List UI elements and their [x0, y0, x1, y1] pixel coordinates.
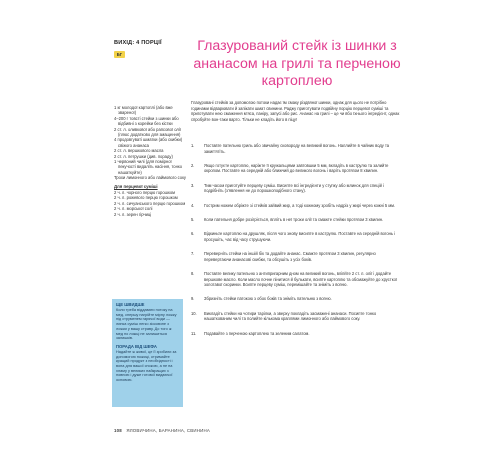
ingredient-item: 1 кг молодої картоплі (або вже звареної)	[114, 105, 173, 116]
step-text: Якщо готуєте картоплю, наріжте її кружальцями завтовшки 5 мм, вкладіть в каструлю та залийте окропом. Поставте на середній або ближчий до великого вогонь і варіть протягом 8 хвилин.	[204, 162, 389, 174]
tip-text-chef: Надайте ж живої, це її зробили за допомогою ножиці, отримайте кращий продукт з необхідності і вона для вашої спокою, а не на хламу у великих найкращих з повною і дуже готової видаючої основою.	[116, 349, 177, 383]
ingredient-item: Трохи лимонного або лаймового соку	[114, 175, 187, 181]
step-number: 11.	[191, 330, 197, 336]
spice-mix-heading: Для перцевої суміші	[114, 184, 158, 190]
step-text: Збризніть стейки патокою з обох боків та зніміть пательню з вогню.	[204, 296, 332, 302]
page-number: 108	[114, 428, 122, 433]
ingredient-item: 4 продовгуваті шматки (або скибки) свіжого ананаса	[114, 137, 183, 148]
step-number: 6.	[191, 231, 195, 237]
step-text: Поставте велику пательню з антипригарним дном на великий вогонь, вліпйте 2 ст. л. олії і додайте вершкове масло. Коли масло почне пінитися й булькати, всипте картоплю та обсмажуйте до хрусткої золотавої скоринки. Всипте перцеву суміш, перемішайте та зніміть з вогню.	[204, 270, 397, 288]
tip-text-faster: Коли треба віддавати потоку на мед, спершу нагрійте мірну ложку під струменем гарячої води — липка суміш легко зісковзне з ложки у вашу страву. До того ж мед по ложці не залишиться залишків.	[116, 308, 177, 341]
tip-title-faster: ЩЕ ШВИДШЕ	[116, 302, 145, 307]
recipe-title: Глазурований стейк із шинки з ананасом на грилі та перченою картоплею	[193, 38, 401, 89]
step-item	[191, 183, 401, 194]
ingredient-item: 4–200 г товсті стейки з шинки або відбивні з корейки без кістки	[114, 115, 179, 127]
ingredient-item: 2 ст. л. оливкової або рапсової олії (плюс додатково для змащення)	[114, 126, 181, 137]
step-item	[191, 311, 401, 322]
spice-item: 2 ч. л. рожевого перцю горошком	[114, 195, 178, 201]
ingredients-column	[114, 40, 186, 217]
step-text: Коли пательня добре розігріється, впліть в неї трохи олії та смажте стейки протягом 3 хвилин.	[204, 216, 384, 222]
step-text: Тим часом приготуйте перцеву суміш. Висипте всі інгредієнти у ступку або млинок для спецій і подрібніть (з’явлення не до порошкоподібного стану).	[204, 182, 384, 194]
step-number: 3.	[191, 182, 195, 188]
step-text: Переверніть стейки на іншій бік та додайте ананас. Смажте протягом 3 хвилин, регулярно перевертаючи ананасові скибки, та обсушіть з усіх боків.	[204, 251, 376, 262]
step-item	[191, 203, 401, 209]
spice-item: 2 ч. л. чорного перцю горошком	[114, 189, 175, 195]
step-item	[191, 231, 401, 242]
step-item	[191, 143, 401, 154]
step-text: Викладіть стейки на чотири тарілки, а зверху покладіть засмажені ананаси. Посипте тонко нашаткованим чилі та полийте кількома краплями лимонного або лаймового соку.	[204, 310, 377, 322]
step-number: 10.	[191, 310, 197, 316]
step-number: 7.	[191, 251, 195, 257]
ingredient-item: 2 ст. л. петрушки (див. пораду)	[114, 153, 173, 159]
ingredient-item: 1 червоний чилі (для помірної пекучості видаліть насіння, тонко нашаткуйте)	[114, 159, 183, 175]
method-steps	[191, 143, 401, 345]
dietary-badge: БГ	[114, 51, 125, 58]
yield-label: ВИХІД: 4 ПОРЦІЇ	[114, 40, 162, 46]
step-item	[191, 331, 401, 337]
step-number: 2.	[191, 162, 195, 168]
step-number: 8.	[191, 270, 195, 276]
step-text: Гострим ножем обріжте зі стейків зайвий жир, а тоді кожному зробіть надріз у жирі через кожні 5 мм.	[204, 202, 396, 208]
section-name: ЯЛОВИЧИНА, БАРАНИНА, СВИНИНА	[126, 428, 210, 433]
tip-title-chef: ПОРАДА ВІД ШЕФА	[116, 343, 157, 349]
spice-item: 2 ч. л. морської солі	[114, 206, 153, 212]
step-item	[191, 296, 401, 302]
step-item	[191, 163, 401, 174]
step-item	[191, 271, 401, 288]
step-text: Подавайте з перченою картоплею та зеленим салатом.	[204, 330, 310, 336]
step-item	[191, 251, 401, 262]
spice-item: 2 ч. л. зерен гірчиці	[114, 211, 152, 217]
ingredient-list	[114, 105, 186, 217]
page-footer	[114, 428, 210, 433]
step-number: 9.	[191, 296, 195, 302]
step-text: Поставте пательню гриль або звичайну сковороду на великий вогонь. Наллийте в чайник воду та закип’ятіть.	[204, 143, 390, 154]
step-number: 4.	[191, 202, 195, 208]
step-text: Відкиньте картоплю на друшляк, після чого знову висипте в каструлю. Поставте на середній вогонь і просушіть, час від часу струшуючи.	[204, 231, 396, 242]
ingredient-item: 2 ст. л. вершкового масла	[114, 148, 164, 154]
step-number: 5.	[191, 216, 195, 222]
step-number: 1.	[191, 143, 195, 148]
step-item	[191, 217, 401, 223]
spice-item: 2 ч. л. сичуанського перцю горошком	[114, 200, 186, 206]
recipe-intro: Глазуровані стейків за допомогою потоки надає їм смаку різдвяної шинки, однак для цього не потрібно годинами відварювати й запікати шмат свинини. Раджу приготувати подвійну порцію перцевої суміші та приготувати нею смаження м’яса, паніру, запусі або рис. Ананас на грилі – це чи вбо їхнього інгредієнт, однак спробуйте вон-таки варто. Тільки не кладіть його в піцу!	[191, 100, 400, 122]
tips-box	[112, 299, 183, 407]
